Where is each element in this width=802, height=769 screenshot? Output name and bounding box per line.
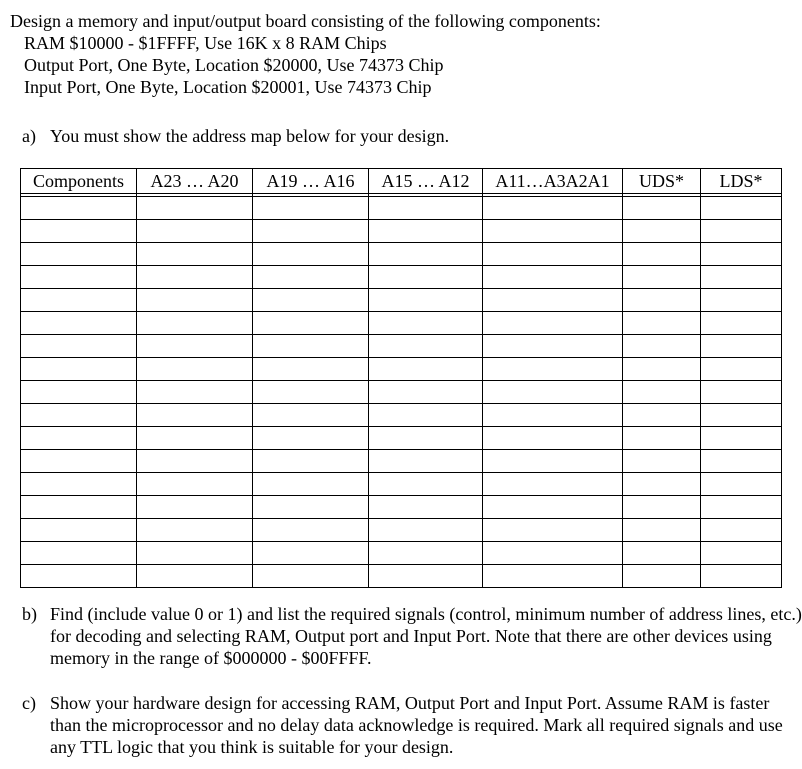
- table-cell[interactable]: [701, 473, 782, 496]
- table-cell[interactable]: [253, 496, 369, 519]
- table-cell[interactable]: [701, 266, 782, 289]
- table-cell[interactable]: [253, 335, 369, 358]
- table-cell[interactable]: [369, 427, 483, 450]
- table-cell[interactable]: [623, 243, 701, 266]
- table-row: [21, 473, 782, 496]
- table-cell[interactable]: [623, 289, 701, 312]
- table-cell[interactable]: [701, 519, 782, 542]
- table-cell[interactable]: [137, 197, 253, 220]
- table-cell[interactable]: [137, 220, 253, 243]
- table-cell[interactable]: [483, 381, 623, 404]
- table-cell[interactable]: [623, 358, 701, 381]
- table-row: [21, 197, 782, 220]
- table-cell[interactable]: [369, 565, 483, 588]
- table-cell[interactable]: [137, 312, 253, 335]
- table-cell[interactable]: [253, 312, 369, 335]
- table-cell[interactable]: [483, 404, 623, 427]
- table-cell[interactable]: [369, 496, 483, 519]
- table-cell[interactable]: [21, 243, 137, 266]
- table-cell[interactable]: [21, 220, 137, 243]
- table-cell[interactable]: [623, 381, 701, 404]
- header-a23-a20: A23 … A20: [137, 169, 253, 194]
- table-cell[interactable]: [483, 496, 623, 519]
- table-body: [21, 194, 782, 588]
- question-a-letter: a): [22, 126, 36, 146]
- table-cell[interactable]: [21, 473, 137, 496]
- table-cell[interactable]: [701, 381, 782, 404]
- table-cell[interactable]: [483, 542, 623, 565]
- table-header-row: [21, 169, 782, 194]
- header-uds: UDS*: [623, 169, 701, 194]
- table-cell[interactable]: [369, 358, 483, 381]
- table-cell[interactable]: [253, 450, 369, 473]
- table-cell[interactable]: [483, 289, 623, 312]
- question-c-letter: c): [22, 693, 36, 713]
- table-cell[interactable]: [483, 312, 623, 335]
- question-c-text: Show your hardware design for accessing RAM, Output Port and Input Port. Assume RAM is faster than the microprocessor and no delay data acknowledge is required. Mark all required signals and use any TTL logic that you think is suitable for your design.: [50, 693, 783, 757]
- table-cell[interactable]: [701, 542, 782, 565]
- table-cell[interactable]: [623, 335, 701, 358]
- table-cell[interactable]: [21, 312, 137, 335]
- table-cell[interactable]: [369, 450, 483, 473]
- table-cell[interactable]: [21, 404, 137, 427]
- table-cell[interactable]: [483, 266, 623, 289]
- table-row: [21, 220, 782, 243]
- table-cell[interactable]: [21, 427, 137, 450]
- table-cell[interactable]: [369, 542, 483, 565]
- table-cell[interactable]: [623, 197, 701, 220]
- table-cell[interactable]: [137, 450, 253, 473]
- table-row: [21, 243, 782, 266]
- question-c: [22, 692, 802, 758]
- table-row: [21, 565, 782, 588]
- table-cell[interactable]: [137, 565, 253, 588]
- table-cell[interactable]: [253, 542, 369, 565]
- question-a: [22, 125, 449, 147]
- table-cell[interactable]: [137, 289, 253, 312]
- table-cell[interactable]: [701, 450, 782, 473]
- table-cell[interactable]: [483, 243, 623, 266]
- table-row: [21, 312, 782, 335]
- table-cell[interactable]: [701, 312, 782, 335]
- table-cell[interactable]: [483, 427, 623, 450]
- table-cell[interactable]: [623, 542, 701, 565]
- table-cell[interactable]: [483, 565, 623, 588]
- table-row: [21, 381, 782, 404]
- table-cell[interactable]: [701, 358, 782, 381]
- header-a15-a12: A15 … A12: [369, 169, 483, 194]
- table-cell[interactable]: [623, 473, 701, 496]
- table-cell[interactable]: [483, 220, 623, 243]
- table-cell[interactable]: [253, 565, 369, 588]
- table-cell[interactable]: [137, 404, 253, 427]
- table-cell[interactable]: [253, 289, 369, 312]
- table-row: [21, 404, 782, 427]
- table-cell[interactable]: [21, 519, 137, 542]
- table-cell[interactable]: [369, 519, 483, 542]
- table-cell[interactable]: [253, 404, 369, 427]
- table-cell[interactable]: [369, 197, 483, 220]
- table-cell[interactable]: [623, 450, 701, 473]
- question-b: [22, 603, 802, 669]
- table-cell[interactable]: [623, 565, 701, 588]
- table-cell[interactable]: [137, 496, 253, 519]
- table-cell[interactable]: [623, 266, 701, 289]
- table-cell[interactable]: [701, 335, 782, 358]
- table-cell[interactable]: [253, 358, 369, 381]
- table-cell[interactable]: [253, 220, 369, 243]
- table-cell[interactable]: [369, 335, 483, 358]
- table-row: [21, 289, 782, 312]
- table-cell[interactable]: [483, 519, 623, 542]
- header-components: Components: [21, 169, 137, 194]
- table-cell[interactable]: [623, 427, 701, 450]
- question-a-text: You must show the address map below for your design.: [50, 126, 450, 146]
- table-cell[interactable]: [137, 358, 253, 381]
- table-cell[interactable]: [137, 473, 253, 496]
- table-row: [21, 335, 782, 358]
- table-cell[interactable]: [253, 473, 369, 496]
- table-cell[interactable]: [137, 335, 253, 358]
- table-row: [21, 496, 782, 519]
- table-row: [21, 542, 782, 565]
- problem-heading: Design a memory and input/output board consisting of the following components:: [10, 11, 601, 31]
- table-cell[interactable]: [369, 220, 483, 243]
- table-cell[interactable]: [369, 404, 483, 427]
- table-cell[interactable]: [369, 243, 483, 266]
- table-cell[interactable]: [21, 197, 137, 220]
- table-cell[interactable]: [483, 197, 623, 220]
- table-row: [21, 358, 782, 381]
- table-cell[interactable]: [369, 473, 483, 496]
- table-cell[interactable]: [701, 565, 782, 588]
- table-cell[interactable]: [137, 542, 253, 565]
- table-cell[interactable]: [701, 496, 782, 519]
- table-cell[interactable]: [137, 519, 253, 542]
- table-cell[interactable]: [369, 289, 483, 312]
- header-a11-a1: A11…A3A2A1: [483, 169, 623, 194]
- table-cell[interactable]: [701, 197, 782, 220]
- table-cell[interactable]: [253, 243, 369, 266]
- table-cell[interactable]: [701, 220, 782, 243]
- table-cell[interactable]: [369, 381, 483, 404]
- table-cell[interactable]: [21, 381, 137, 404]
- table-cell[interactable]: [137, 266, 253, 289]
- table-cell[interactable]: [137, 381, 253, 404]
- component-input-port: Input Port, One Byte, Location $20001, Use 74373 Chip: [24, 77, 432, 97]
- component-output-port: Output Port, One Byte, Location $20000, Use 74373 Chip: [24, 55, 444, 75]
- address-map-table: [20, 168, 782, 588]
- table-row: [21, 519, 782, 542]
- table-cell[interactable]: [623, 496, 701, 519]
- problem-statement: [10, 10, 601, 98]
- table-cell[interactable]: [137, 427, 253, 450]
- table-cell[interactable]: [701, 289, 782, 312]
- table-cell[interactable]: [701, 427, 782, 450]
- table-row: [21, 427, 782, 450]
- table-cell[interactable]: [623, 519, 701, 542]
- table-cell[interactable]: [21, 358, 137, 381]
- table-cell[interactable]: [483, 358, 623, 381]
- table-cell[interactable]: [623, 404, 701, 427]
- question-b-text: Find (include value 0 or 1) and list the required signals (control, minimum number of address lines, etc.) for decoding and selecting RAM, Output port and Input Port. Note that there are other devices using memory in the range of $000000 - $00FFFF.: [50, 604, 802, 668]
- question-b-letter: b): [22, 604, 37, 624]
- table-cell[interactable]: [253, 519, 369, 542]
- table-cell[interactable]: [21, 565, 137, 588]
- table-cell[interactable]: [701, 243, 782, 266]
- table-cell[interactable]: [253, 427, 369, 450]
- table-cell[interactable]: [137, 243, 253, 266]
- table-cell[interactable]: [369, 266, 483, 289]
- table-cell[interactable]: [483, 335, 623, 358]
- table-cell[interactable]: [623, 220, 701, 243]
- table-cell[interactable]: [21, 496, 137, 519]
- table-cell[interactable]: [483, 473, 623, 496]
- table-cell[interactable]: [253, 266, 369, 289]
- table-row: [21, 266, 782, 289]
- table-cell[interactable]: [21, 542, 137, 565]
- table-row: [21, 450, 782, 473]
- table-cell[interactable]: [623, 312, 701, 335]
- component-ram: RAM $10000 - $1FFFF, Use 16K x 8 RAM Chips: [24, 33, 387, 53]
- header-a19-a16: A19 … A16: [253, 169, 369, 194]
- table-cell[interactable]: [253, 197, 369, 220]
- table-cell[interactable]: [253, 381, 369, 404]
- table-cell[interactable]: [483, 450, 623, 473]
- table-cell[interactable]: [21, 450, 137, 473]
- table-cell[interactable]: [21, 266, 137, 289]
- table-cell[interactable]: [21, 289, 137, 312]
- table-cell[interactable]: [369, 312, 483, 335]
- header-lds: LDS*: [701, 169, 782, 194]
- table-cell[interactable]: [701, 404, 782, 427]
- table-cell[interactable]: [21, 335, 137, 358]
